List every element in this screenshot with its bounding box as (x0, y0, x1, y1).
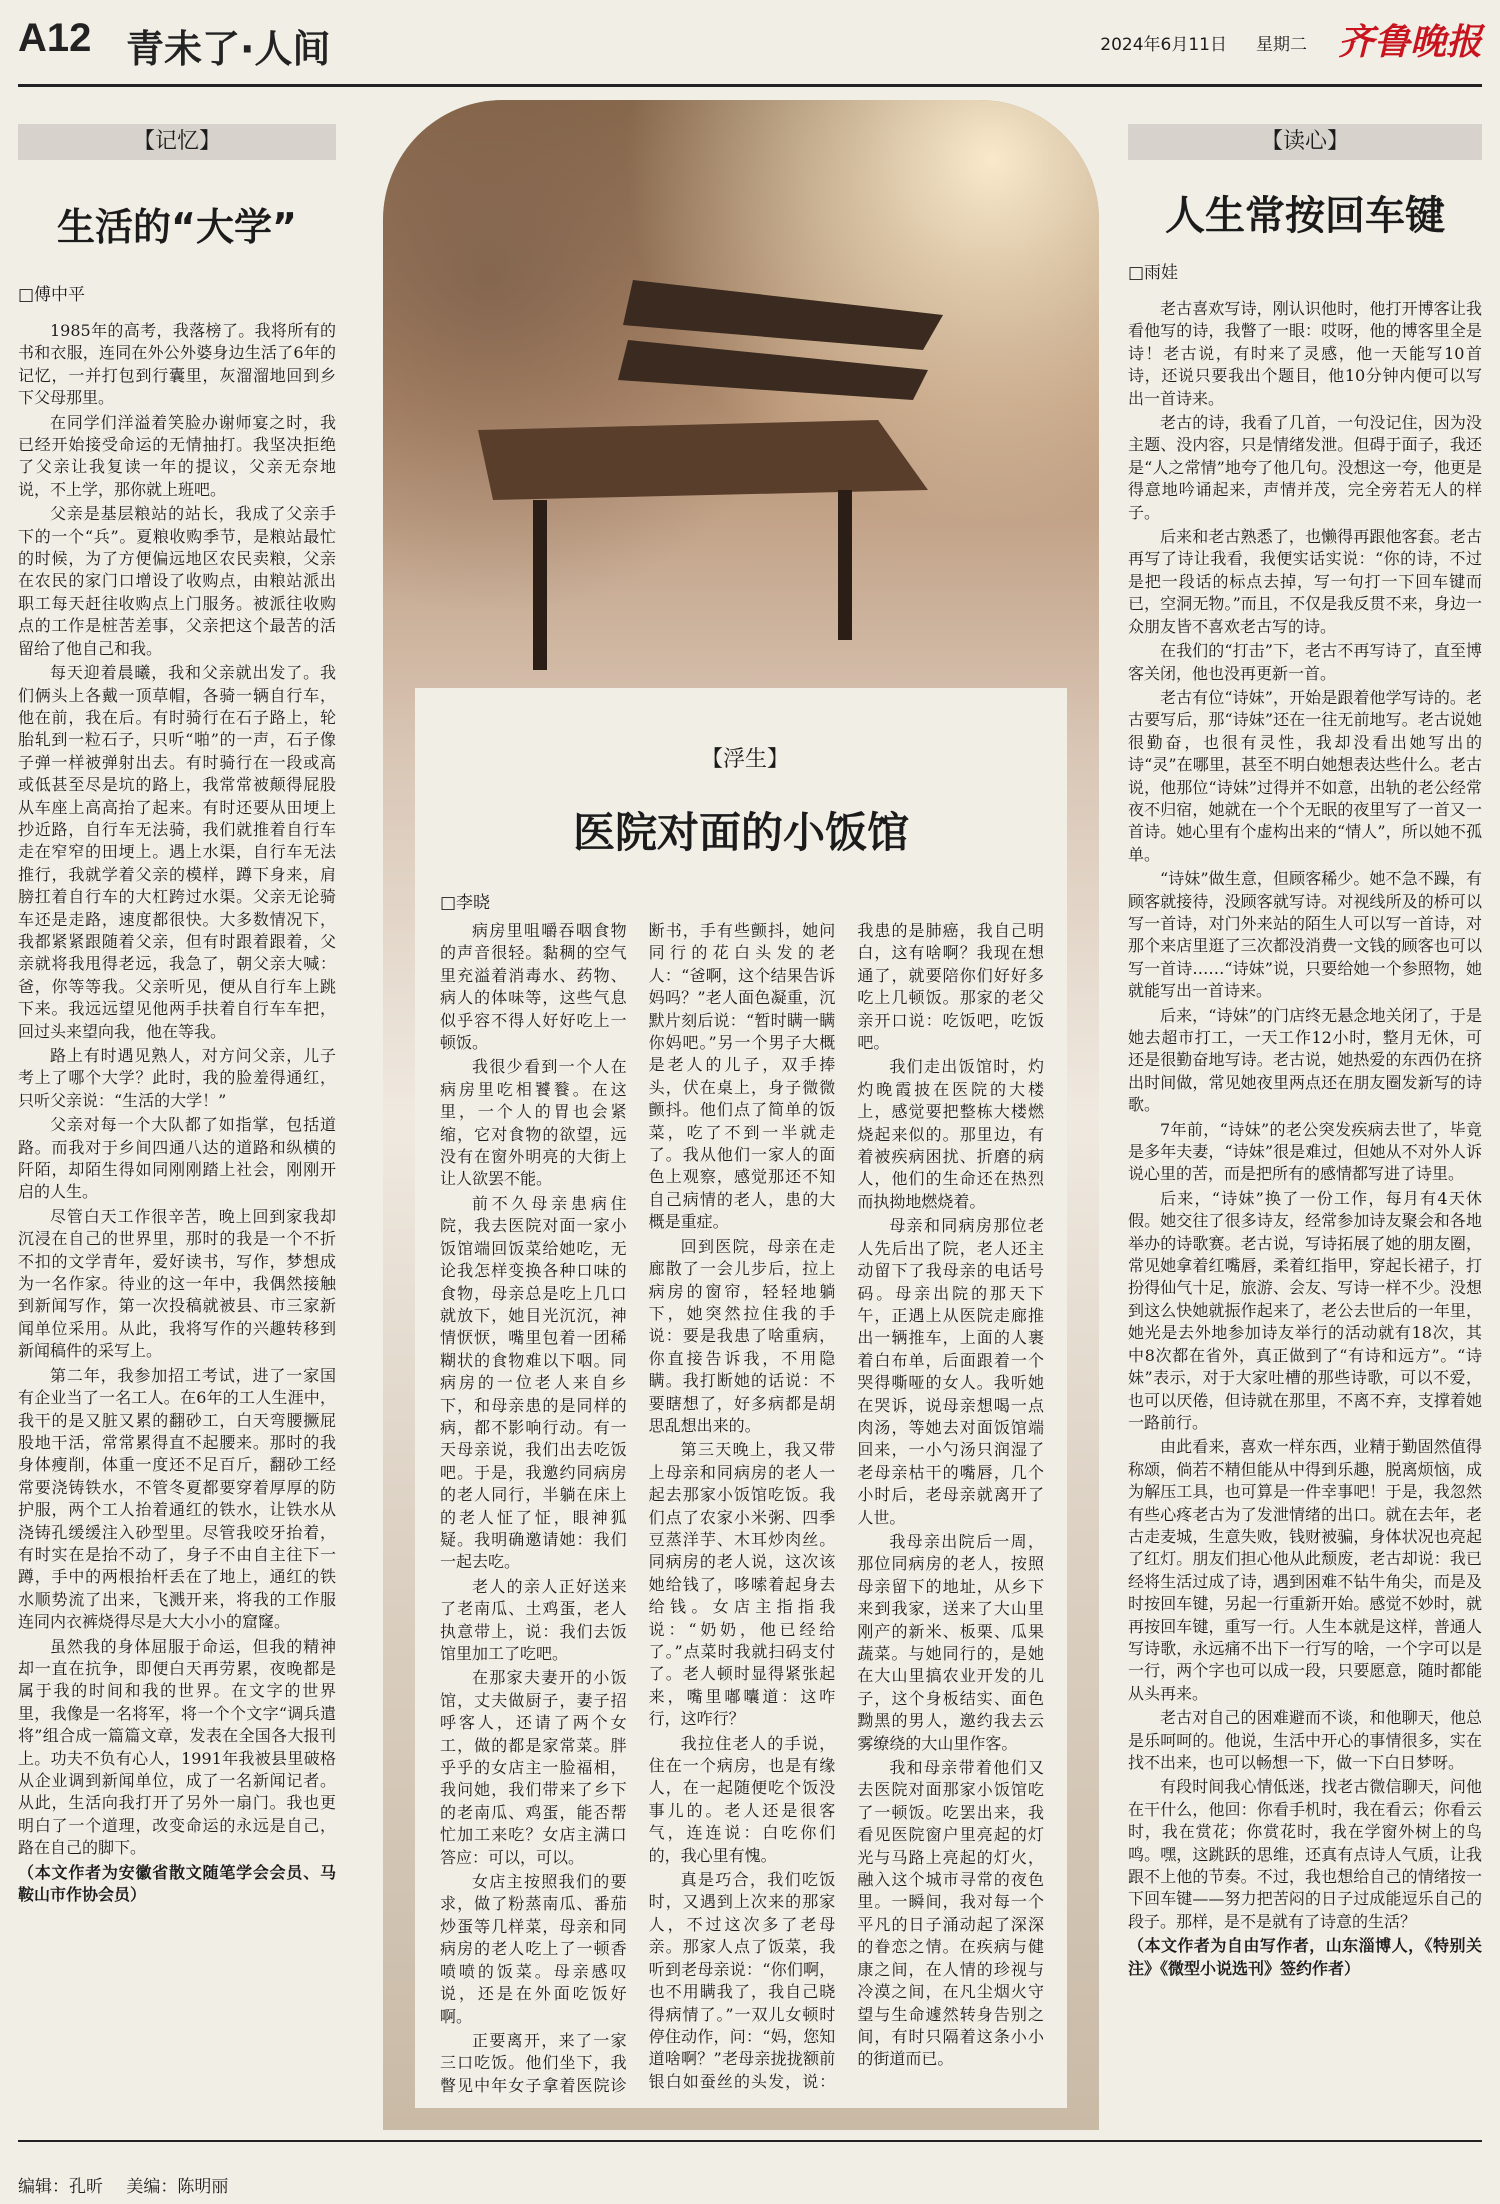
newspaper-logo: 齐鲁晚报 (1337, 21, 1482, 63)
paragraph: 第二年，我参加招工考试，进了一家国有企业当了一名工人。在6年的工人生涯中，我干的是又脏又累的翻砂工，白天弯腰撅屁股地干活，常常累得直不起腰来。那时的我身体瘦削，体重一度还不足百斤，翻砂工经常要浇铸铁水，不管冬夏都要穿着厚厚的防护服，两个工人抬着通红的铁水，让铁水从浇铸孔缓缓注入砂型里。尽管我咬牙抬着，有时实在是抬不动了，身子不由自主往下一蹲，手中的两根抬杆丢在了地上，通红的铁水顺势流了出来，飞溅开来，将我的工作服连同内衣裤烧得尽是大大小小的窟窿。 (18, 1365, 336, 1632)
page-header (18, 8, 1482, 82)
paragraph: 病房里咀嚼吞咽食物的声音很轻。黏稠的空气里充溢着消毒水、药物、病人的体味等，这些气息似乎容不得人好好吃上一顿饭。 (440, 921, 627, 1053)
left-article-title: 生活的“大学” (57, 205, 297, 249)
right-column-tag: 【读心】 (1128, 124, 1482, 160)
bench-backrest-top (623, 280, 943, 350)
page-number: A12 (18, 16, 92, 60)
paragraph: 尽管白天工作很辛苦，晚上回到家我却沉浸在自己的世界里，那时的我是一个不折不扣的文学青年，爱好读书，写作，梦想成为一名作家。待业的这一年中，我偶然接触到新闻写作，第一次投稿就被县、市三家新闻单位采用。从此，我将写作的兴趣转移到新闻稿件的采写上。 (18, 1206, 336, 1361)
paragraph: 我母亲出院后一周，那位同病房的老人，按照母亲留下的地址，从乡下来到我家，送来了大山里刚产的新米、板栗、瓜果蔬菜。与她同行的，是她在大山里搞农业开发的儿子，这个身板结实、面色黝黑的男人，邀约我去云雾缭绕的大山里作客。 (857, 1531, 1044, 1753)
paragraph: 前不久母亲患病住院，我去医院对面一家小饭馆端回饭菜给她吃，无论我怎样变换各种口味的食物，母亲总是吃上几口就放下，她目光沉沉，神情恹恹，嘴里包着一团稀糊状的食物难以下咽。同病房的一位老人来自乡下，和母亲患的是同样的病，都不影响行动。有一天母亲说，我们出去吃饭吧。于是，我邀约同病房的老人同行，半躺在床上的老人怔了怔，眼神狐疑。我明确邀请她：我们一起去吃。 (440, 1193, 627, 1572)
center-article-author: □李晓 (440, 893, 491, 913)
paragraph: 真是巧合，我们吃饭时，又遇到上次来的那家人，不过这次多了老母亲。那家人点了饭菜，我听到老母亲说：“你们啊，也不用瞒我了，我自己晓得病情了。”一双儿女顿时停住动作，问：“妈，您知道啥啊？”老母亲拢拢额前银白如蚕丝的头发，说：我患的是肺癌，我自己明白，这有啥啊？我现在想通了，就要陪你们好好多吃上几顿饭。那家的老父亲开口说：吃饭吧，吃饭吧。 (648, 921, 1044, 2091)
paragraph: 在那家夫妻开的小饭馆，丈夫做厨子，妻子招呼客人，还请了两个女工，做的都是家常菜。胖乎乎的女店主一脸福相，我问她，我们带来了乡下的老南瓜、鸡蛋，能否帮忙加工来吃？女店主满口答应：可以，可以。 (440, 1668, 627, 1867)
paragraph: 第三天晚上，我又带上母亲和同病房的老人一起去那家小饭馆吃饭。我们点了农家小米粥、四季豆蒸洋芋、木耳炒肉丝。同病房的老人说，这次该她给钱了，哆嗦着起身去给钱。女店主指指我说：“奶奶，他已经给了。”点菜时我就扫码支付了。老人顿时显得紧张起来，嘴里嘟囔道：这咋行，这咋行？ (648, 1440, 836, 1729)
left-article-author: □傅中平 (18, 285, 86, 305)
paragraph: 老古有位“诗妹”，开始是跟着他学写诗的。老古要写后，那“诗妹”还在一往无前地写。老古说她很勤奋，也很有灵性，我却没看出她写出的诗“灵”在哪里，甚至不明白她想表达些什么。老古说，他那位“诗妹”过得并不如意，出轨的老公经常夜不归宿，她就在一个个无眠的夜里写了一首又一首诗。她心里有个虚构出来的“情人”，所以她不孤单。 (1128, 687, 1482, 864)
author-note: （本文作者为自由写作者，山东淄博人，《特别关注》《微型小说选刊》签约作者） (1128, 1936, 1482, 1978)
paragraph: 后来和老古熟悉了，也懒得再跟他客套。老古再写了诗让我看，我便实话实说：“你的诗，不过是把一段话的标点去掉，写一句打一下回车键而已，空洞无物。”而且，不仅是我反贯不来，身边一众朋友皆不喜欢老古写的诗。 (1128, 527, 1482, 636)
footer-rule (18, 2140, 1482, 2142)
paragraph: 后来，“诗妹”的门店终无悬念地关闭了，于是她去超市打工，一天工作12小时，整月无休，可还是很勤奋地写诗。老古说，她热爱的东西仍在挤出时间做，常见她夜里两点还在朋友圈发新写的诗歌。 (1128, 1005, 1482, 1115)
right-article-body (1128, 298, 1482, 2128)
section-title: 青未了·人间 (126, 27, 331, 71)
paragraph: 正要离开，来了一家三口吃饭。他们坐下，我瞥见中年女子拿着医院诊断书，手有些颤抖，她问同行的花白头发的老人：“爸啊，这个结果告诉妈吗？”老人面色凝重，沉默片刻后说：“暂时瞒一瞒你妈吧。”另一个男子大概是老人的儿子，双手捧头，伏在桌上，身子微微颤抖。他们点了简单的饭菜，吃了不到一半就走了。我从他们一家人的面色上观察，感觉那还不知自己病情的老人，患的大概是重症。 (440, 921, 836, 2095)
paragraph: 我们走出饭馆时，灼灼晚霞披在医院的大楼上，感觉要把整栋大楼燃烧起来似的。那里边，有着被疾病困扰、折磨的病人，他们的生命还在热烈而执拗地燃烧着。 (857, 1057, 1044, 1211)
issue-date: 2024年6月11日 (1100, 35, 1227, 55)
paragraph: 老人的亲人正好送来了老南瓜、土鸡蛋，老人执意带上，说：我们去饭馆里加工了吃吧。 (440, 1576, 627, 1663)
editor-credit: 编辑：孔昕 (18, 2177, 103, 2197)
designer-credit: 美编：陈明丽 (126, 2177, 229, 2197)
paragraph: 在我们的“打击”下，老古不再写诗了，直至博客关闭，他也没再更新一首。 (1128, 641, 1482, 683)
paragraph: 老古的诗，我看了几首，一句没记住，因为没主题、没内容，只是情绪发泄。但碍于面子，我还是“人之常情”地夸了他几句。没想这一夸，他更是得意地吟诵起来，声情并茂，完全旁若无人的样子。 (1128, 413, 1482, 522)
paragraph: 我很少看到一个人在病房里吃相饕餮。在这里，一个人的胃也会紧缩，它对食物的欲望，远没有在窗外明亮的大街上让人欲罢不能。 (440, 1057, 627, 1189)
paragraph: 回到医院，母亲在走廊散了一会儿步后，拉上病房的窗帘，轻轻地躺下，她突然拉住我的手说：要是我患了啥重病，你直接告诉我，不用隐瞒。我打断她的话说：不要瞎想了，好多病都是胡思乱想出来的。 (648, 1236, 836, 1435)
bench-leg-right (838, 490, 852, 640)
author-note: （本文作者为安徽省散文随笔学会会员、马鞍山市作协会员） (18, 1862, 336, 1905)
left-article-body (18, 320, 336, 2128)
paragraph: 后来，“诗妹”换了一份工作，每月有4天休假。她交往了很多诗友，经常参加诗友聚会和各地举办的诗歌赛。老古说，写诗拓展了她的朋友圈，常见她拿着红嘴唇，柔着红指甲，穿起长裙子，打扮得仙气十足，旅游、会友、写诗一样不少。没想到这么快她就振作起来了，老公去世后的一年里，她光是去外地参加诗友举行的活动就有18次，其中8次都在省外，真正做到了“有诗和远方”。“诗妹”表示，对于大家吐槽的那些诗歌，可以不爱，也可以厌倦，但诗就在那里，不离不弃，支撑着她一路前行。 (1128, 1188, 1482, 1432)
paragraph: 有段时间我心情低迷，找老古微信聊天，问他在干什么，他回：你看手机时，我在看云；你看云时，我在赏花；你赏花时，我在学窗外树上的鸟鸣。嘿，这跳跃的思维，还真有点诗人气质，让我跟不上他的节奏。不过，我也想给自己的情绪按一下回车键——努力把苦闷的日子过成能逗乐自己的段子。那样，是不是就有了诗意的生活？ (1128, 1777, 1482, 1931)
right-article-author: □雨娃 (1128, 263, 1179, 283)
paragraph: 1985年的高考，我落榜了。我将所有的书和衣服，连同在外公外婆身边生活了6年的记忆，一并打包到行囊里，灰溜溜地回到乡下父母那里。 (18, 321, 336, 408)
paragraph: 由此看来，喜欢一样东西，业精于勤固然值得称颂，倘若不精但能从中得到乐趣，脱离烦恼，成为解压工具，也可算是一件幸事吧！于是，我忽然有些心疼老古为了发泄情绪的出口。就在去年，老古走麦城，生意失败，钱财被骗，身体状况也亮起了红灯。朋友们担心他从此颓废，老古却说：我已经将生活过成了诗，遇到困难不钻牛角尖，而是及时按回车键，另起一行重新开始。感觉不妙时，就再按回车键，重写一行。人生本就是这样，普通人写诗歌，永远痛不出下一行写的啥，一个字可以是一行，两个字也可以成一段，只要愿意，随时都能从头再来。 (1128, 1437, 1482, 1703)
paragraph: 我和母亲带着他们又去医院对面那家小饭馆吃了一顿饭。吃罢出来，我看见医院窗户里亮起的灯光与马路上亮起的灯火，融入这个城市寻常的夜色里。一瞬间，我对每一个平凡的日子涌动起了深深的眷恋之情。在疾病与健康之间，在人情的珍视与冷漠之间，在凡尘烟火守望与生命遽然转身告别之间，有时只隔着这条小小的街道而已。 (857, 1758, 1044, 2069)
center-column-tag: 【浮生】 (700, 747, 789, 772)
paragraph: 7年前，“诗妹”的老公突发疾病去世了，毕竟是多年夫妻，“诗妹”很是难过，但她从不对外人诉说心里的苦，而是把所有的感情都写进了诗里。 (1128, 1119, 1482, 1184)
bench-seat (478, 420, 928, 500)
bench-leg-left (533, 500, 547, 670)
paragraph: 父亲是基层粮站的站长，我成了父亲手下的一个“兵”。夏粮收购季节，是粮站最忙的时候，为了方便偏远地区农民卖粮，父亲在农民的家门口增设了收购点，由粮站派出职工每天赶往收购点上门服务。被派往收购点的工作是桩苦差事，父亲把这个最苦的活留给了他自己和我。 (18, 504, 336, 658)
bench-illustration (383, 100, 1099, 700)
paragraph: 女店主按照我们的要求，做了粉蒸南瓜、番茄炒蛋等几样菜，母亲和同病房的老人吃上了一顿香喷喷的饭菜。母亲感叹说，还是在外面吃饭好啊。 (440, 1872, 627, 2026)
center-article-body (440, 920, 1044, 2100)
paragraph: 在同学们洋溢着笑脸办谢师宴之时，我已经开始接受命运的无情抽打。我坚决拒绝了父亲让我复读一年的提议，父亲无奈地说，不上学，那你就上班吧。 (18, 412, 336, 499)
header-rule (18, 84, 1482, 87)
paragraph: 老古对自己的困难避而不谈，和他聊天，他总是乐呵呵的。他说，生活中开心的事情很多，实在找不出来，也可以畅想一下，做一下白日梦呀。 (1128, 1708, 1482, 1772)
page-footer (18, 2172, 246, 2197)
paragraph: 我拉住老人的手说，住在一个病房，也是有缘人，在一起随便吃个饭没事儿的。老人还是很客气，连连说：白吃你们的，我心里有愧。 (648, 1733, 836, 1865)
paragraph: 路上有时遇见熟人，对方问父亲，儿子考上了哪个大学？此时，我的脸羞得通红，只听父亲说：“生活的大学！” (18, 1046, 336, 1110)
right-article-title: 人生常按回车键 (1165, 193, 1445, 239)
paragraph: “诗妹”做生意，但顾客稀少。她不急不躁，有顾客就接待，没顾客就写诗。对视线所及的桥可以写一首诗，对门外来站的陌生人可以写一首诗，对那个来店里逛了三次都没消费一文钱的顾客也可以写一首诗……“诗妹”说，只要给她一个参照物，她就能写出一首诗来。 (1128, 869, 1482, 1001)
left-column-tag: 【记忆】 (18, 124, 336, 160)
issue-weekday: 星期二 (1256, 35, 1307, 55)
paragraph: 每天迎着晨曦，我和父亲就出发了。我们俩头上各戴一顶草帽，各骑一辆自行车，他在前，我在后。有时骑行在石子路上，轮胎轧到一粒石子，只听“啪”的一声，石子像子弹一样被弹射出去。有时骑行在一段或高或低甚至尽是坑的路上，我常常被颠得屁股从车座上高高抬了起来。有时还要从田埂上抄近路，自行车无法骑，我们就推着自行车走在窄窄的田埂上。遇上水渠，自行车无法推行，我就学着父亲的模样，蹲下身来，肩膀扛着自行车的大杠跨过水渠。父亲无论骑车还是走路，速度都很快。大多数情况下，我都紧紧跟随着父亲，但有时跟着跟着，父亲就将我甩得老远，我急了，朝父亲大喊：爸，你等等我。父亲听见，便从自行车上跳下来。我远远望见他两手扶着自行车车把，回过头来望向我，他在等我。 (18, 663, 336, 1041)
paragraph: 虽然我的身体屈服于命运，但我的精神却一直在抗争，即便白天再劳累，夜晚都是属于我的时间和我的世界。在文字的世界里，我像是一名将军，将一个个文字“调兵遣将”组合成一篇篇文章，发表在全国各大报刊上。功夫不负有心人，1991年我被县里破格从企业调到新闻单位，成了一名新闻记者。从此，生活向我打开了另外一扇门。我也更明白了一个道理，改变命运的永远是自己，路在自己的脚下。 (18, 1636, 336, 1858)
paragraph: 老古喜欢写诗，刚认识他时，他打开博客让我看他写的诗，我瞥了一眼：哎呀，他的博客里全是诗！老古说，有时来了灵感，他一天能写10首诗，还说只要我出个题目，他10分钟内便可以写出一首诗来。 (1128, 299, 1482, 408)
center-article-title: 医院对面的小饭馆 (572, 808, 909, 857)
bench-backrest-mid (618, 340, 928, 400)
paragraph: 父亲对每一个大队都了如指掌，包括道路。而我对于乡间四通八达的道路和纵横的阡陌，却陌生得如同刚刚踏上社会，刚刚开启的人生。 (18, 1115, 336, 1202)
paragraph: 母亲和同病房那位老人先后出了院，老人还主动留下了我母亲的电话号码。母亲出院的那天下午，正遇上从医院走廊推出一辆推车，上面的人裹着白布单，后面跟着一个哭得嘶哑的女人。我听她在哭诉，说母亲想喝一点肉汤，等她去对面饭馆端回来，一小勺汤只润湿了老母亲枯干的嘴唇，几个小时后，老母亲就离开了人世。 (857, 1216, 1044, 1527)
